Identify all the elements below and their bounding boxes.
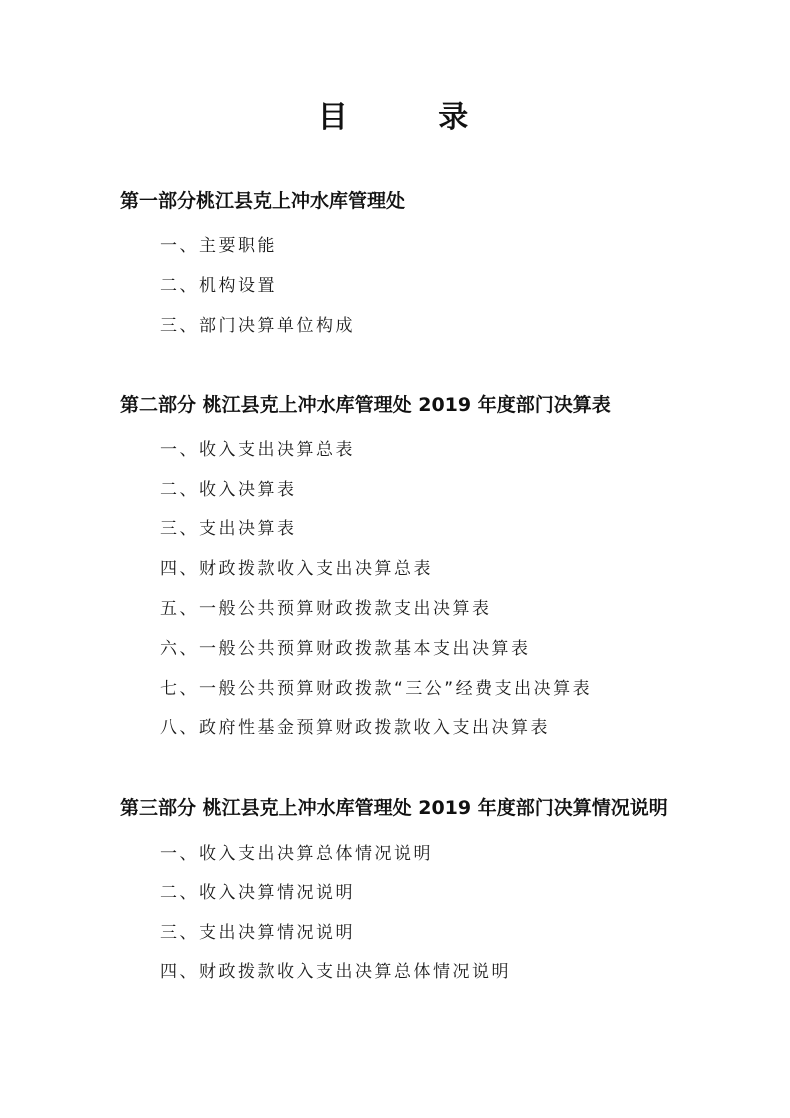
- toc-item: 七、一般公共预算财政拨款“三公”经费支出决算表: [160, 679, 593, 699]
- toc-item: 五、一般公共预算财政拨款支出决算表: [160, 599, 492, 619]
- toc-item: 四、财政拨款收入支出决算总体情况说明: [160, 962, 511, 982]
- toc-item: 二、收入决算表: [160, 480, 297, 500]
- toc-item: 一、收入支出决算总体情况说明: [160, 844, 433, 864]
- toc-item: 二、收入决算情况说明: [160, 883, 355, 903]
- toc-item: 三、部门决算单位构成: [160, 316, 355, 336]
- toc-item: 六、一般公共预算财政拨款基本支出决算表: [160, 639, 531, 659]
- toc-item: 一、收入支出决算总表: [160, 440, 355, 460]
- toc-item: 二、机构设置: [160, 276, 277, 296]
- page-title: 目 录: [317, 100, 509, 135]
- toc-item: 八、政府性基金预算财政拨款收入支出决算表: [160, 718, 550, 738]
- section-heading-part-2: 第二部分 桃江县克上冲水库管理处 2019 年度部门决算表: [120, 394, 611, 416]
- toc-item: 三、支出决算情况说明: [160, 923, 355, 943]
- toc-item: 三、支出决算表: [160, 519, 297, 539]
- toc-item: 四、财政拨款收入支出决算总表: [160, 559, 433, 579]
- section-heading-part-3: 第三部分 桃江县克上冲水库管理处 2019 年度部门决算情况说明: [120, 797, 668, 819]
- section-heading-part-1: 第一部分桃江县克上冲水库管理处: [120, 190, 406, 212]
- toc-item: 一、主要职能: [160, 236, 277, 256]
